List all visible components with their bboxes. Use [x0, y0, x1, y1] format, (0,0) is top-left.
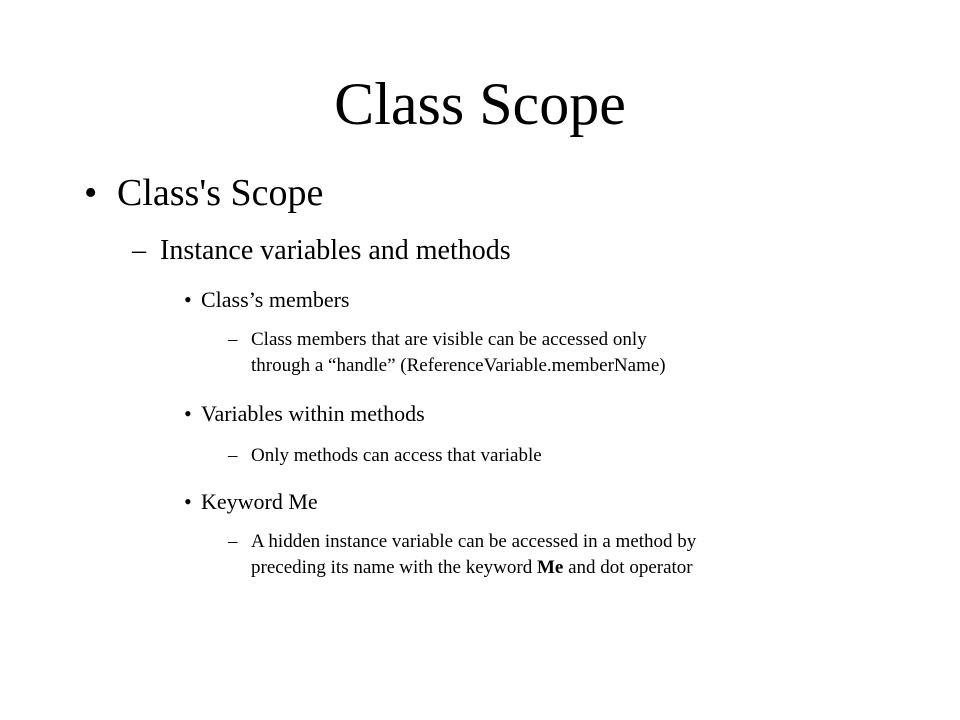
dash-marker: – — [228, 445, 238, 466]
subitem-instance-variables — [132, 234, 511, 268]
subitem-line-1: Class members that are visible can be accessed only — [251, 329, 647, 350]
bullet-marker: • — [184, 401, 192, 426]
bullet-marker: • — [184, 287, 192, 312]
bullet-variables-within-methods — [184, 400, 425, 428]
subitem-line-2 — [251, 555, 696, 581]
keyword-me: Me — [288, 489, 318, 514]
subitem-line-2: through a “handle” (ReferenceVariable.memberName) — [251, 355, 666, 376]
bullet-text: Variables within methods — [201, 401, 425, 426]
bullet-marker: • — [84, 172, 98, 214]
dash-marker: – — [228, 329, 238, 350]
subitem-class-members-detail — [228, 327, 666, 379]
bullet-text-prefix: Keyword — [201, 489, 289, 514]
slide-title: Class Scope — [334, 71, 626, 137]
bullet-text — [201, 488, 318, 516]
dash-marker: – — [228, 531, 238, 552]
subitem-hidden-instance — [228, 529, 696, 581]
line-2-prefix: preceding its name with the keyword — [251, 557, 537, 578]
bullet-marker: • — [184, 489, 192, 514]
bullet-text: Class’s members — [201, 287, 350, 312]
subitem-line-1: A hidden instance variable can be accessed in a method by — [251, 531, 697, 552]
bullet-class-scope — [84, 171, 323, 215]
subitem-only-methods — [228, 443, 542, 469]
bullet-class-members — [184, 286, 350, 314]
dash-marker: – — [132, 235, 146, 266]
bullet-text: Class's Scope — [117, 172, 324, 214]
line-2-suffix: and dot operator — [563, 557, 693, 578]
subitem-text: Only methods can access that variable — [251, 445, 542, 466]
bullet-keyword-me — [184, 488, 318, 516]
subitem-text: Instance variables and methods — [160, 235, 511, 266]
keyword-me-bold: Me — [536, 557, 564, 578]
